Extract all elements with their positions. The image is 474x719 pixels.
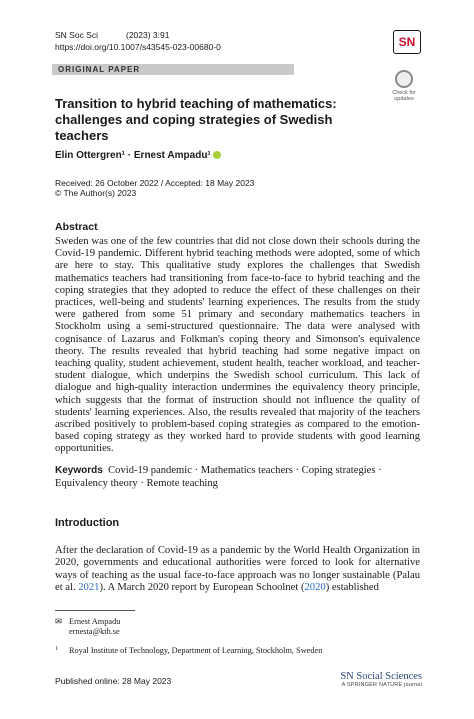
affiliation xyxy=(55,646,322,655)
affiliation-text: Royal Institute of Technology, Department of Learning, Stockholm, Sweden xyxy=(69,646,323,655)
published-date: Published online: 28 May 2023 xyxy=(55,676,172,686)
check-updates-label: Check for updates xyxy=(392,90,416,102)
abstract-heading: Abstract xyxy=(55,221,98,233)
article-dates xyxy=(55,178,254,198)
author-line xyxy=(55,150,221,161)
intro-text-2: ). A March 2020 report by European Schoolnet ( xyxy=(99,581,305,593)
keywords-list: Covid-19 pandemic · Mathematics teachers · Coping strategies · Equivalency theory · Remote teaching xyxy=(55,465,382,489)
authors: Elin Ottergren¹ · Ernest Ampadu¹ xyxy=(55,150,211,161)
journal-name: SN Social Sciences xyxy=(340,671,422,682)
doi-link[interactable]: https://doi.org/10.1007/s43545-023-00680-0 xyxy=(55,42,221,52)
affiliation-number: 1 xyxy=(55,646,58,652)
footnote-rule xyxy=(55,610,135,611)
journal-citation xyxy=(55,30,169,40)
paper-type: ORIGINAL PAPER xyxy=(58,65,141,74)
article-title: Transition to hybrid teaching of mathematics: challenges and coping strategies of Swedish teachers xyxy=(55,96,337,143)
citation-link-palau[interactable]: 2021 xyxy=(78,581,100,593)
journal-short: SN Soc Sci xyxy=(55,30,98,40)
received-accepted: Received: 26 October 2022 / Accepted: 18 May 2023 xyxy=(55,178,255,188)
keywords-label: Keywords xyxy=(55,465,103,476)
contact-info xyxy=(55,617,120,637)
check-updates-icon xyxy=(395,70,413,88)
volume: (2023) 3:91 xyxy=(126,30,170,40)
journal-brand xyxy=(327,671,422,688)
orcid-icon[interactable] xyxy=(213,151,221,159)
envelope-icon: ✉ xyxy=(55,617,62,626)
check-updates-button[interactable] xyxy=(386,70,422,102)
contact-email[interactable]: ernesta@kth.se xyxy=(69,627,120,636)
contact-name: Ernest Ampadu xyxy=(69,617,121,626)
introduction-heading: Introduction xyxy=(55,517,120,529)
copyright: © The Author(s) 2023 xyxy=(55,188,137,198)
introduction-text xyxy=(55,545,420,594)
keywords xyxy=(55,464,420,490)
abstract-text: Sweden was one of the few countries that did not close down their schools during the Covid-19 pandemic. Different hybrid teaching methods were adopted, some of which are here to stay. This qualitative study explores the challenges that Swedish mathematics teachers had transitioning from face-to-face to hybrid teaching and the coping strategies that they adopted to reduce the effect of these challenges on their practices, well-being and students' learning experiences. The results from the study were gathered from some 51 primary and secondary mathematics teachers in Stockholm using a semi-structured questionnaire. The data were analysed with cognisance of Lazarus and Folkman's coping theory and Simonson's equivalence theory. The results revealed that hybrid teaching had some negative impact on teaching quality, student achievement, student health, teacher workload, and teacher-student dialogue, which underpins the Swedish school curriculum. This lack of dialogue and high-quality interaction undermines the equivalency theory principle, which suggests that the format of instruction should not influence the quality of students' learning experiences. Also, the results revealed that majority of the teachers ascribed positively to problem-based coping strategies as compared to the emotion-based coping strategy as they worked hard to provide students with good learning opportunities. xyxy=(55,236,420,455)
citation-link-schoolnet[interactable]: 2020 xyxy=(304,581,326,593)
publisher-tagline: A SPRINGER NATURE journal xyxy=(341,682,422,688)
intro-text-1: After the declaration of Covid-19 as a pandemic by the World Health Organization in 2020, governments and educational authorities were forced to look for alternative ways of teaching as the usual face-to-face approach was no longer sustainable (Palau et al. xyxy=(55,545,420,593)
intro-text-3: ) established xyxy=(325,581,379,593)
sn-logo: SN xyxy=(393,30,421,54)
